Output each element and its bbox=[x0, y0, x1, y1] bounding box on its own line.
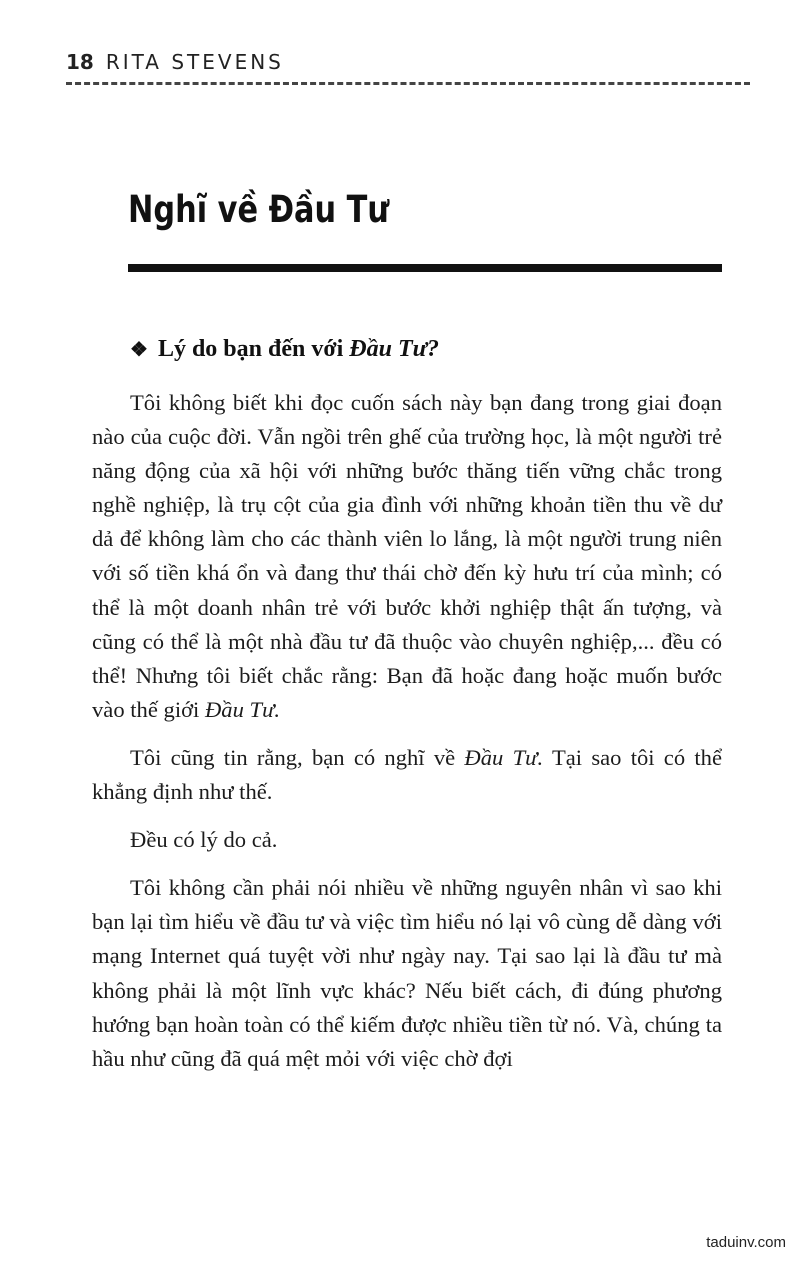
section-heading bbox=[130, 336, 439, 363]
paragraph-text: Tại sao tôi có thể khẳng định như thế. bbox=[92, 744, 722, 805]
page-number: 18 bbox=[66, 50, 94, 74]
paragraph bbox=[92, 823, 722, 857]
paragraph bbox=[92, 741, 722, 809]
four-diamond-icon: ❖ bbox=[130, 339, 148, 361]
title-underline bbox=[128, 264, 722, 272]
paragraph bbox=[92, 386, 722, 727]
body-text bbox=[92, 386, 722, 1090]
chapter-title: Nghĩ về Đầu Tư bbox=[128, 188, 389, 231]
paragraph bbox=[92, 871, 722, 1076]
section-heading-italic: Đầu Tư? bbox=[349, 336, 440, 362]
paragraph-text: Đều có lý do cả. bbox=[130, 827, 278, 853]
header-divider bbox=[66, 82, 750, 85]
paragraph-text: Tôi cũng tin rằng, bạn có nghĩ về bbox=[130, 744, 465, 770]
running-head bbox=[66, 50, 284, 74]
author-name: RITA STEVENS bbox=[105, 50, 284, 74]
paragraph-text: Tôi không cần phải nói nhiều về những nguyên nhân vì sao khi bạn lại tìm hiểu về đầu tư và việc tìm hiểu nó lại vô cùng dễ dàng với mạng Internet quá tuyệt vời như ngày nay. Tại sao lại là đầu tư mà không phải là một lĩnh vực khác? Nếu biết cách, đi đúng phương hướng bạn hoàn toàn có thể kiếm được nhiều tiền từ nó. Và, chúng ta hầu như cũng đã quá mệt mỏi với việc chờ đợi bbox=[92, 875, 722, 1071]
section-heading-text: Lý do bạn đến với bbox=[157, 336, 350, 362]
italic-term: Đầu Tư. bbox=[464, 744, 544, 770]
italic-term: Đầu Tư. bbox=[204, 696, 281, 722]
watermark: taduinv.com bbox=[706, 1234, 786, 1251]
paragraph-text: Tôi không biết khi đọc cuốn sách này bạn đang trong giai đoạn nào của cuộc đời. Vẫn ngồi trên ghế của trường học, là một người trẻ năng động của xã hội với những bước thăng tiến vững chắc trong nghề nghiệp, là trụ cột của gia đình với những khoản tiền thu về dư dả để không làm cho các thành viên lo lắng, là một người trung niên với số tiền khá ổn và đang thư thái chờ đến kỳ hưu trí của mình; có thể là một doanh nhân trẻ với bước khởi nghiệp thật ấn tượng, và cũng có thể là một nhà đầu tư đã thuộc vào chuyên nghiệp,... đều có thể! Nhưng tôi biết chắc rằng: Bạn đã hoặc đang hoặc muốn bước vào thế giới bbox=[92, 390, 722, 722]
